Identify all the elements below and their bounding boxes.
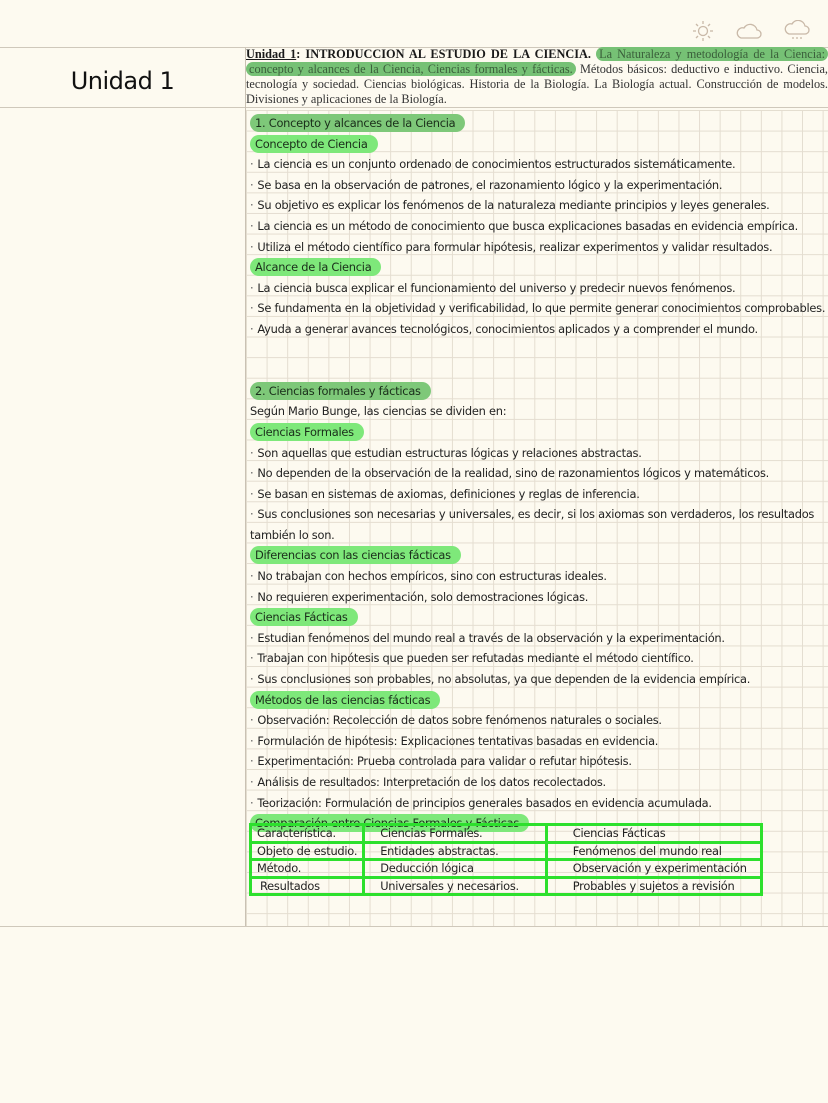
- heading-alcance: Alcance de la Ciencia: [250, 258, 381, 276]
- unit-label: Unidad 1: [246, 47, 297, 61]
- divider-header: [0, 107, 828, 108]
- table-cell: Resultados: [249, 879, 365, 897]
- unit-title: Unidad 1: [70, 67, 175, 95]
- list-item: · Ayuda a generar avances tecnológicos, conocimientos aplicados y a comprender el mundo.: [250, 321, 758, 336]
- table-row: [249, 844, 763, 862]
- notes-content: [250, 113, 825, 834]
- heading-facticas: Ciencias Fácticas: [250, 608, 358, 626]
- list-item: · Se fundamenta en la objetividad y verificabilidad, lo que permite generar conocimientos comprobables.: [250, 301, 826, 316]
- table-cell: Probables y sujetos a revisión: [548, 879, 763, 897]
- table-row: [249, 861, 763, 879]
- table-cell: Objeto de estudio.: [249, 844, 365, 862]
- heading-comparacion: Comparación entre Ciencias Formales y Fácticas: [250, 814, 529, 832]
- list-item: · Son aquellas que estudian estructuras lógicas y relaciones abstractas.: [250, 445, 642, 460]
- weather-icons: [692, 20, 810, 42]
- syllabus-rest: Métodos básicos: deductivo e inductivo. Ciencia, tecnología y sociedad. Ciencias biológicas. Historia de la Biología. La Biología actual. Construcción de modelos. Divisiones y aplicaciones de la Biología.: [246, 62, 828, 106]
- table-cell: Universales y necesarios.: [365, 879, 548, 897]
- table-row: [249, 823, 763, 844]
- table-cell: Característica.: [249, 823, 365, 844]
- list-item: · La ciencia es un método de conocimiento que busca explicaciones basadas en evidencia empírica.: [250, 218, 798, 233]
- list-item: · Estudian fenómenos del mundo real a través de la observación y la experimentación.: [250, 630, 725, 645]
- cloud-rain-icon: [784, 20, 810, 42]
- divider-bottom: [0, 926, 828, 927]
- list-item: · Formulación de hipótesis: Explicaciones tentativas basadas en evidencia.: [250, 733, 659, 748]
- list-item: · Su objetivo es explicar los fenómenos de la naturaleza mediante principios y leyes generales.: [250, 198, 770, 213]
- heading-metodos: Métodos de las ciencias fácticas: [250, 691, 440, 709]
- list-item: · Trabajan con hipótesis que pueden ser refutadas mediante el método científico.: [250, 651, 694, 666]
- list-item-continuation: también lo son.: [250, 527, 335, 542]
- list-item: · La ciencia es un conjunto ordenado de conocimientos estructurados sistemáticamente.: [250, 157, 736, 172]
- heading-formales: Ciencias Formales: [250, 423, 364, 441]
- list-item: · No trabajan con hechos empíricos, sino con estructuras ideales.: [250, 569, 607, 584]
- heading-concepto: Concepto de Ciencia: [250, 135, 378, 153]
- list-item: · Experimentación: Prueba controlada para validar o refutar hipótesis.: [250, 754, 632, 769]
- sun-icon: [692, 20, 714, 42]
- list-item: · Observación: Recolección de datos sobre fenómenos naturales o sociales.: [250, 713, 662, 728]
- table-cell: Deducción lógica: [365, 861, 548, 879]
- section-title-2: 2. Ciencias formales y fácticas: [250, 382, 431, 400]
- table-cell: Método.: [249, 861, 365, 879]
- heading-diferencias: Diferencias con las ciencias fácticas: [250, 546, 461, 564]
- list-item: · Análisis de resultados: Interpretación de los datos recolectados.: [250, 775, 606, 789]
- table-cell: Ciencias Formales.: [365, 823, 548, 844]
- list-item: · La ciencia busca explicar el funcionamiento del universo y predecir nuevos fenómenos.: [250, 280, 736, 295]
- list-item: · Teorización: Formulación de principios generales basados en evidencia acumulada.: [250, 795, 712, 810]
- syllabus-header: [246, 47, 828, 107]
- list-item: · Se basa en la observación de patrones, el razonamiento lógico y la experimentación.: [250, 177, 723, 192]
- list-item: · No dependen de la observación de la realidad, sino de razonamientos lógicos y matemáticos.: [250, 466, 769, 481]
- table-cell: Entidades abstractas.: [365, 844, 548, 862]
- table-cell: Fenómenos del mundo real: [548, 844, 763, 862]
- unit-heading: : INTRODUCCION AL ESTUDIO DE LA CIENCIA.: [296, 47, 591, 61]
- list-item: · Se basan en sistemas de axiomas, definiciones y reglas de inferencia.: [250, 486, 640, 501]
- cloud-icon: [736, 22, 762, 40]
- comparison-table: [249, 823, 763, 896]
- intro-text: Según Mario Bunge, las ciencias se dividen en:: [250, 404, 507, 419]
- table-cell: Ciencias Fácticas: [548, 823, 763, 844]
- syllabus-highlight: La Naturaleza y metodología de la Ciencia: concepto y alcances de la Ciencia, Ciencias formales y fácticas.: [246, 47, 828, 76]
- list-item: · Utiliza el método científico para formular hipótesis, realizar experimentos y validar resultados.: [250, 239, 773, 254]
- list-item: · Sus conclusiones son necesarias y universales, es decir, si los axiomas son verdaderos, los resultados: [250, 507, 815, 522]
- list-item: · No requieren experimentación, solo demostraciones lógicas.: [250, 589, 589, 604]
- table-row: [249, 879, 763, 897]
- section-title-1: 1. Concepto y alcances de la Ciencia: [250, 114, 465, 132]
- list-item: · Sus conclusiones son probables, no absolutas, ya que dependen de la evidencia empírica.: [250, 672, 751, 687]
- table-cell: Observación y experimentación: [548, 861, 763, 879]
